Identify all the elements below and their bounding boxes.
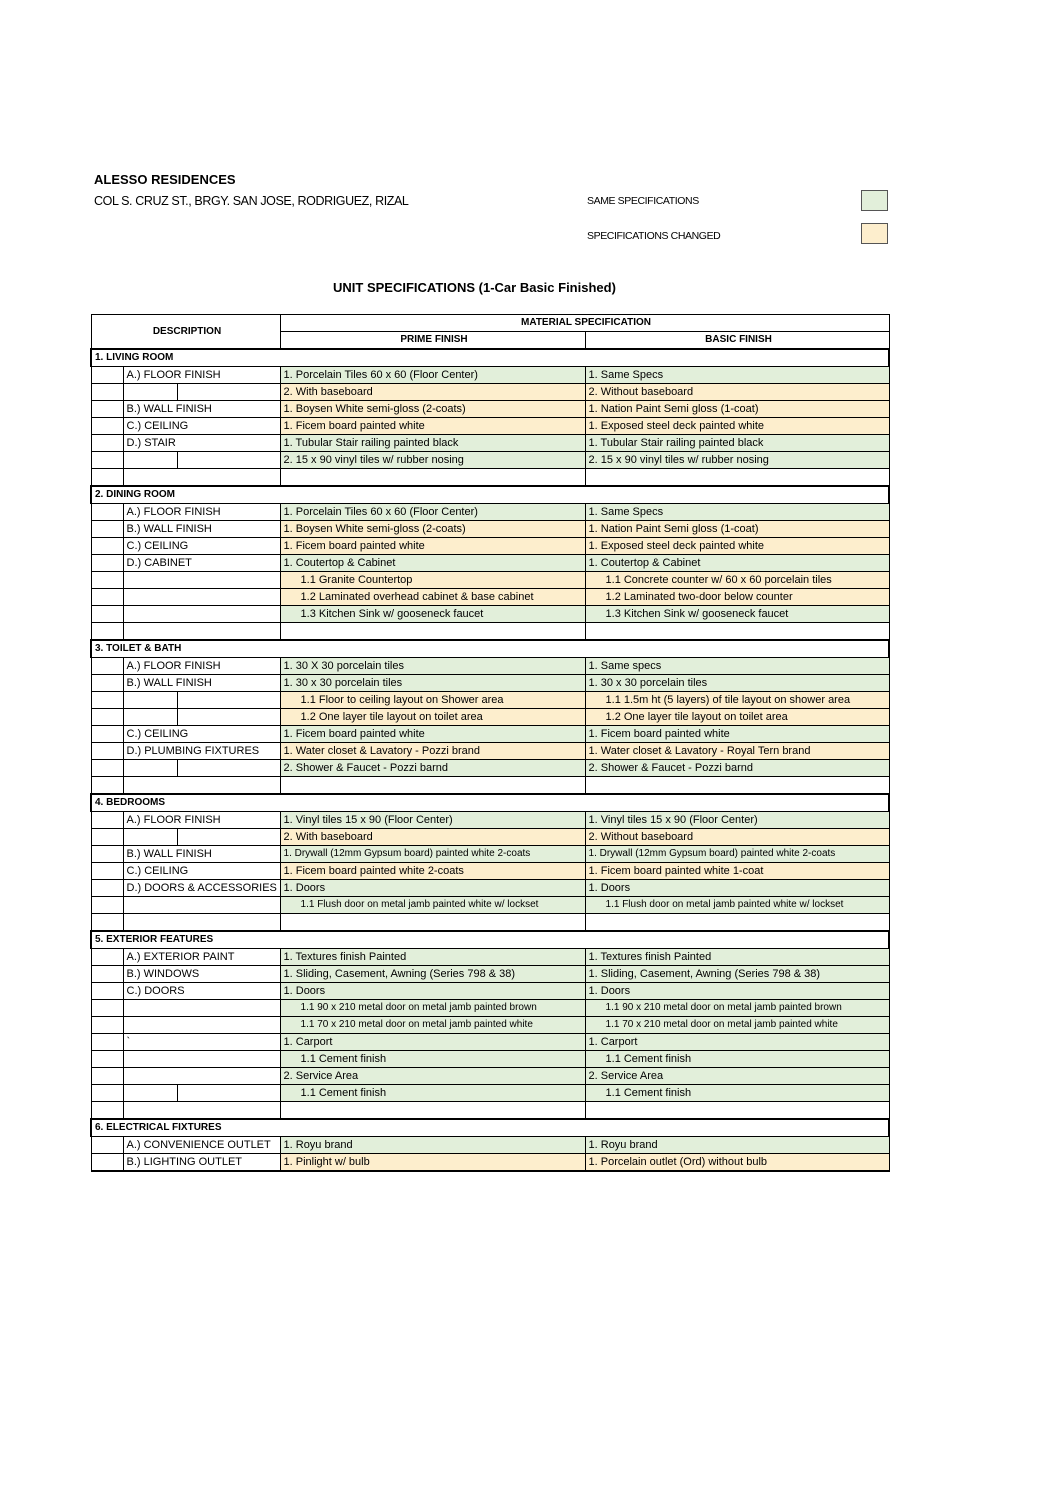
prime-finish-cell: 1. Drywall (12mm Gypsum board) painted white 2-coats	[280, 846, 585, 863]
item-cell: C.) CEILING	[123, 863, 280, 880]
basic-finish-cell: 1.2 One layer tile layout on toilet area	[585, 709, 889, 726]
table-row	[91, 949, 889, 966]
prime-finish-cell: 1.1 90 x 210 metal door on metal jamb painted brown	[280, 1000, 585, 1017]
prime-finish-cell	[280, 914, 585, 932]
basic-finish-cell: 1.1 1.5m ht (5 layers) of tile layout on shower area	[585, 692, 889, 709]
item-subcell	[123, 829, 177, 846]
indent-cell	[91, 401, 123, 418]
prime-finish-cell: 1. Ficem board painted white 2-coats	[280, 863, 585, 880]
item-subcell	[123, 760, 177, 777]
prime-finish-cell: 1. Doors	[280, 880, 585, 897]
prime-finish-cell: 2. With baseboard	[280, 384, 585, 401]
table-row	[91, 812, 889, 829]
table-row	[91, 1137, 889, 1154]
indent-cell	[91, 452, 123, 469]
basic-finish-cell: 2. 15 x 90 vinyl tiles w/ rubber nosing	[585, 452, 889, 469]
legend-changed-label: SPECIFICATIONS CHANGED	[587, 230, 721, 242]
table-row	[91, 452, 889, 469]
material-specification-header: MATERIAL SPECIFICATION	[280, 315, 889, 332]
basic-finish-cell: 2. Without baseboard	[585, 384, 889, 401]
indent-cell	[91, 384, 123, 401]
item-subcell	[123, 709, 177, 726]
table-row	[91, 1034, 889, 1051]
prime-finish-cell: 1. Ficem board painted white	[280, 726, 585, 743]
section-title: 2. DINING ROOM	[91, 486, 889, 504]
basic-finish-cell: 1. Nation Paint Semi gloss (1-coat)	[585, 401, 889, 418]
prime-finish-cell: 1. Ficem board painted white	[280, 418, 585, 435]
table-row	[91, 504, 889, 521]
basic-finish-cell: 1. Porcelain outlet (Ord) without bulb	[585, 1154, 889, 1172]
item-cell: D.) DOORS & ACCESSORIES	[123, 880, 280, 897]
table-row	[91, 521, 889, 538]
prime-finish-cell: 1.1 Cement finish	[280, 1085, 585, 1102]
prime-finish-cell: 1. Vinyl tiles 15 x 90 (Floor Center)	[280, 812, 585, 829]
project-address: COL S. CRUZ ST., BRGY. SAN JOSE, RODRIGUEZ, RIZAL	[94, 194, 409, 208]
section-header-row	[91, 1119, 889, 1137]
prime-finish-cell	[280, 1102, 585, 1120]
item-cell: C.) CEILING	[123, 418, 280, 435]
section-header-row	[91, 486, 889, 504]
indent-cell	[91, 1051, 123, 1068]
section-header-row	[91, 640, 889, 658]
item-cell: C.) CEILING	[123, 538, 280, 555]
item-cell	[123, 572, 280, 589]
basic-finish-cell: 1.3 Kitchen Sink w/ gooseneck faucet	[585, 606, 889, 623]
basic-finish-cell: 1. Carport	[585, 1034, 889, 1051]
item-cell: D.) PLUMBING FIXTURES	[123, 743, 280, 760]
indent-cell	[91, 777, 123, 795]
basic-finish-cell: 1. Exposed steel deck painted white	[585, 418, 889, 435]
table-row	[91, 1102, 889, 1120]
item-cell: A.) EXTERIOR PAINT	[123, 949, 280, 966]
prime-finish-cell: 1. Royu brand	[280, 1137, 585, 1154]
prime-finish-cell	[280, 777, 585, 795]
item-cell	[177, 384, 280, 401]
section-title: 1. LIVING ROOM	[91, 349, 889, 367]
table-row	[91, 829, 889, 846]
prime-finish-cell: 1. Sliding, Casement, Awning (Series 798 & 38)	[280, 966, 585, 983]
indent-cell	[91, 863, 123, 880]
table-row	[91, 726, 889, 743]
prime-finish-cell: 1. 30 x 30 porcelain tiles	[280, 675, 585, 692]
table-row	[91, 880, 889, 897]
prime-finish-cell: 1.2 One layer tile layout on toilet area	[280, 709, 585, 726]
item-cell	[123, 897, 280, 914]
table-row	[91, 760, 889, 777]
item-cell	[177, 709, 280, 726]
indent-cell	[91, 1000, 123, 1017]
item-cell: B.) WALL FINISH	[123, 675, 280, 692]
indent-cell	[91, 897, 123, 914]
item-subcell	[123, 452, 177, 469]
prime-finish-cell: 1. Carport	[280, 1034, 585, 1051]
item-cell	[123, 1000, 280, 1017]
basic-finish-cell: 1. Vinyl tiles 15 x 90 (Floor Center)	[585, 812, 889, 829]
section-title: 5. EXTERIOR FEATURES	[91, 931, 889, 949]
prime-finish-cell: 1. Water closet & Lavatory - Pozzi brand	[280, 743, 585, 760]
basic-finish-cell: 2. Shower & Faucet - Pozzi barnd	[585, 760, 889, 777]
specifications-body	[91, 349, 889, 1171]
item-cell: B.) WINDOWS	[123, 966, 280, 983]
table-row	[91, 606, 889, 623]
table-row	[91, 914, 889, 932]
table-row	[91, 863, 889, 880]
basic-finish-cell: 1.2 Laminated two-door below counter	[585, 589, 889, 606]
table-row	[91, 572, 889, 589]
indent-cell	[91, 504, 123, 521]
prime-finish-cell: 1. Pinlight w/ bulb	[280, 1154, 585, 1172]
basic-finish-cell	[585, 623, 889, 641]
basic-finish-cell: 1.1 Concrete counter w/ 60 x 60 porcelain tiles	[585, 572, 889, 589]
basic-finish-cell: 1. Same Specs	[585, 504, 889, 521]
prime-finish-cell: 1. Doors	[280, 983, 585, 1000]
prime-finish-cell: 1. Tubular Stair railing painted black	[280, 435, 585, 452]
prime-finish-cell: 1.1 Floor to ceiling layout on Shower area	[280, 692, 585, 709]
section-title: 4. BEDROOMS	[91, 794, 889, 812]
indent-cell	[91, 1137, 123, 1154]
prime-finish-header: PRIME FINISH	[280, 332, 585, 350]
prime-finish-cell: 2. Service Area	[280, 1068, 585, 1085]
prime-finish-cell: 1. Textures finish Painted	[280, 949, 585, 966]
table-row	[91, 384, 889, 401]
basic-finish-cell: 1. Water closet & Lavatory - Royal Tern brand	[585, 743, 889, 760]
indent-cell	[91, 435, 123, 452]
indent-cell	[91, 692, 123, 709]
table-row	[91, 675, 889, 692]
basic-finish-cell: 1. Ficem board painted white	[585, 726, 889, 743]
item-cell: B.) WALL FINISH	[123, 521, 280, 538]
indent-cell	[91, 880, 123, 897]
table-row	[91, 1017, 889, 1034]
legend-same-swatch	[861, 190, 888, 211]
indent-cell	[91, 726, 123, 743]
basic-finish-cell	[585, 914, 889, 932]
item-cell	[177, 692, 280, 709]
basic-finish-cell: 1. Doors	[585, 983, 889, 1000]
basic-finish-cell: 1. Tubular Stair railing painted black	[585, 435, 889, 452]
table-row	[91, 658, 889, 675]
indent-cell	[91, 367, 123, 384]
table-row	[91, 1000, 889, 1017]
item-cell: `	[123, 1034, 280, 1051]
indent-cell	[91, 1017, 123, 1034]
legend-same-label: SAME SPECIFICATIONS	[587, 195, 699, 207]
item-cell	[123, 1102, 280, 1120]
basic-finish-cell: 1.1 Flush door on metal jamb painted white w/ lockset	[585, 897, 889, 914]
table-row	[91, 367, 889, 384]
table-row	[91, 435, 889, 452]
section-title: 3. TOILET & BATH	[91, 640, 889, 658]
basic-finish-cell: 1.1 90 x 210 metal door on metal jamb painted brown	[585, 1000, 889, 1017]
prime-finish-cell: 1. Ficem board painted white	[280, 538, 585, 555]
indent-cell	[91, 829, 123, 846]
table-row	[91, 692, 889, 709]
indent-cell	[91, 846, 123, 863]
item-cell: A.) FLOOR FINISH	[123, 504, 280, 521]
indent-cell	[91, 743, 123, 760]
prime-finish-cell: 1.1 70 x 210 metal door on metal jamb painted white	[280, 1017, 585, 1034]
legend-changed-swatch	[861, 223, 888, 244]
basic-finish-cell: 2. Service Area	[585, 1068, 889, 1085]
item-cell	[123, 1051, 280, 1068]
table-row	[91, 589, 889, 606]
prime-finish-cell: 2. Shower & Faucet - Pozzi barnd	[280, 760, 585, 777]
indent-cell	[91, 589, 123, 606]
item-cell: A.) FLOOR FINISH	[123, 658, 280, 675]
table-row	[91, 897, 889, 914]
basic-finish-cell: 1. 30 x 30 porcelain tiles	[585, 675, 889, 692]
prime-finish-cell	[280, 623, 585, 641]
section-header-row	[91, 349, 889, 367]
specifications-table	[90, 314, 890, 1172]
item-cell: D.) STAIR	[123, 435, 280, 452]
item-cell	[123, 469, 280, 487]
indent-cell	[91, 1154, 123, 1172]
item-cell: A.) FLOOR FINISH	[123, 367, 280, 384]
prime-finish-cell: 1.1 Flush door on metal jamb painted white w/ lockset	[280, 897, 585, 914]
indent-cell	[91, 709, 123, 726]
indent-cell	[91, 1102, 123, 1120]
item-subcell	[123, 384, 177, 401]
basic-finish-cell: 1. Sliding, Casement, Awning (Series 798 & 38)	[585, 966, 889, 983]
basic-finish-cell: 1. Royu brand	[585, 1137, 889, 1154]
indent-cell	[91, 983, 123, 1000]
table-row	[91, 418, 889, 435]
item-cell	[123, 777, 280, 795]
table-row	[91, 623, 889, 641]
indent-cell	[91, 914, 123, 932]
item-cell: B.) WALL FINISH	[123, 401, 280, 418]
basic-finish-cell: 1. Ficem board painted white 1-coat	[585, 863, 889, 880]
basic-finish-cell: 1.1 Cement finish	[585, 1051, 889, 1068]
basic-finish-cell	[585, 777, 889, 795]
item-subcell	[123, 692, 177, 709]
indent-cell	[91, 949, 123, 966]
item-cell: A.) FLOOR FINISH	[123, 812, 280, 829]
indent-cell	[91, 538, 123, 555]
basic-finish-cell: 1.1 Cement finish	[585, 1085, 889, 1102]
prime-finish-cell: 1.3 Kitchen Sink w/ gooseneck faucet	[280, 606, 585, 623]
indent-cell	[91, 606, 123, 623]
table-row	[91, 846, 889, 863]
indent-cell	[91, 623, 123, 641]
prime-finish-cell: 1. Boysen White semi-gloss (2-coats)	[280, 401, 585, 418]
indent-cell	[91, 760, 123, 777]
indent-cell	[91, 418, 123, 435]
indent-cell	[91, 675, 123, 692]
item-cell: A.) CONVENIENCE OUTLET	[123, 1137, 280, 1154]
prime-finish-cell: 1.2 Laminated overhead cabinet & base cabinet	[280, 589, 585, 606]
table-row	[91, 469, 889, 487]
basic-finish-header: BASIC FINISH	[585, 332, 889, 350]
prime-finish-cell	[280, 469, 585, 487]
table-row	[91, 709, 889, 726]
item-cell: C.) DOORS	[123, 983, 280, 1000]
table-row	[91, 1051, 889, 1068]
basic-finish-cell: 1.1 70 x 210 metal door on metal jamb painted white	[585, 1017, 889, 1034]
prime-finish-cell: 1. Boysen White semi-gloss (2-coats)	[280, 521, 585, 538]
section-header-row	[91, 794, 889, 812]
indent-cell	[91, 1068, 123, 1085]
item-cell	[123, 623, 280, 641]
item-cell	[177, 1085, 280, 1102]
basic-finish-cell: 1. Textures finish Painted	[585, 949, 889, 966]
item-cell	[123, 606, 280, 623]
indent-cell	[91, 572, 123, 589]
description-header: DESCRIPTION	[91, 315, 280, 350]
table-row	[91, 401, 889, 418]
indent-cell	[91, 966, 123, 983]
table-row	[91, 538, 889, 555]
indent-cell	[91, 521, 123, 538]
table-row	[91, 1068, 889, 1085]
prime-finish-cell: 2. With baseboard	[280, 829, 585, 846]
item-cell	[123, 1068, 280, 1085]
item-cell: B.) WALL FINISH	[123, 846, 280, 863]
table-row	[91, 966, 889, 983]
basic-finish-cell: 1. Exposed steel deck painted white	[585, 538, 889, 555]
prime-finish-cell: 1. Porcelain Tiles 60 x 60 (Floor Center)	[280, 504, 585, 521]
table-row	[91, 1085, 889, 1102]
item-cell: B.) LIGHTING OUTLET	[123, 1154, 280, 1172]
basic-finish-cell: 2. Without baseboard	[585, 829, 889, 846]
table-row	[91, 743, 889, 760]
basic-finish-cell: 1. Same Specs	[585, 367, 889, 384]
item-subcell	[123, 1085, 177, 1102]
item-cell	[177, 760, 280, 777]
basic-finish-cell	[585, 1102, 889, 1120]
prime-finish-cell: 2. 15 x 90 vinyl tiles w/ rubber nosing	[280, 452, 585, 469]
table-row	[91, 1154, 889, 1172]
item-cell: D.) CABINET	[123, 555, 280, 572]
basic-finish-cell: 1. Doors	[585, 880, 889, 897]
prime-finish-cell: 1. 30 X 30 porcelain tiles	[280, 658, 585, 675]
project-name: ALESSO RESIDENCES	[94, 172, 236, 187]
indent-cell	[91, 1085, 123, 1102]
item-cell	[123, 914, 280, 932]
section-title: 6. ELECTRICAL FIXTURES	[91, 1119, 889, 1137]
document-title: UNIT SPECIFICATIONS (1-Car Basic Finished)	[333, 280, 616, 295]
basic-finish-cell: 1. Drywall (12mm Gypsum board) painted white 2-coats	[585, 846, 889, 863]
section-header-row	[91, 931, 889, 949]
basic-finish-cell: 1. Nation Paint Semi gloss (1-coat)	[585, 521, 889, 538]
item-cell: C.) CEILING	[123, 726, 280, 743]
prime-finish-cell: 1. Porcelain Tiles 60 x 60 (Floor Center)	[280, 367, 585, 384]
prime-finish-cell: 1.1 Cement finish	[280, 1051, 585, 1068]
indent-cell	[91, 469, 123, 487]
item-cell	[177, 829, 280, 846]
basic-finish-cell: 1. Same specs	[585, 658, 889, 675]
basic-finish-cell: 1. Coutertop & Cabinet	[585, 555, 889, 572]
prime-finish-cell: 1.1 Granite Countertop	[280, 572, 585, 589]
indent-cell	[91, 658, 123, 675]
basic-finish-cell	[585, 469, 889, 487]
prime-finish-cell: 1. Coutertop & Cabinet	[280, 555, 585, 572]
table-row	[91, 983, 889, 1000]
item-cell	[123, 589, 280, 606]
table-row	[91, 777, 889, 795]
item-cell	[177, 452, 280, 469]
item-cell	[123, 1017, 280, 1034]
indent-cell	[91, 1034, 123, 1051]
indent-cell	[91, 555, 123, 572]
table-row	[91, 555, 889, 572]
indent-cell	[91, 812, 123, 829]
